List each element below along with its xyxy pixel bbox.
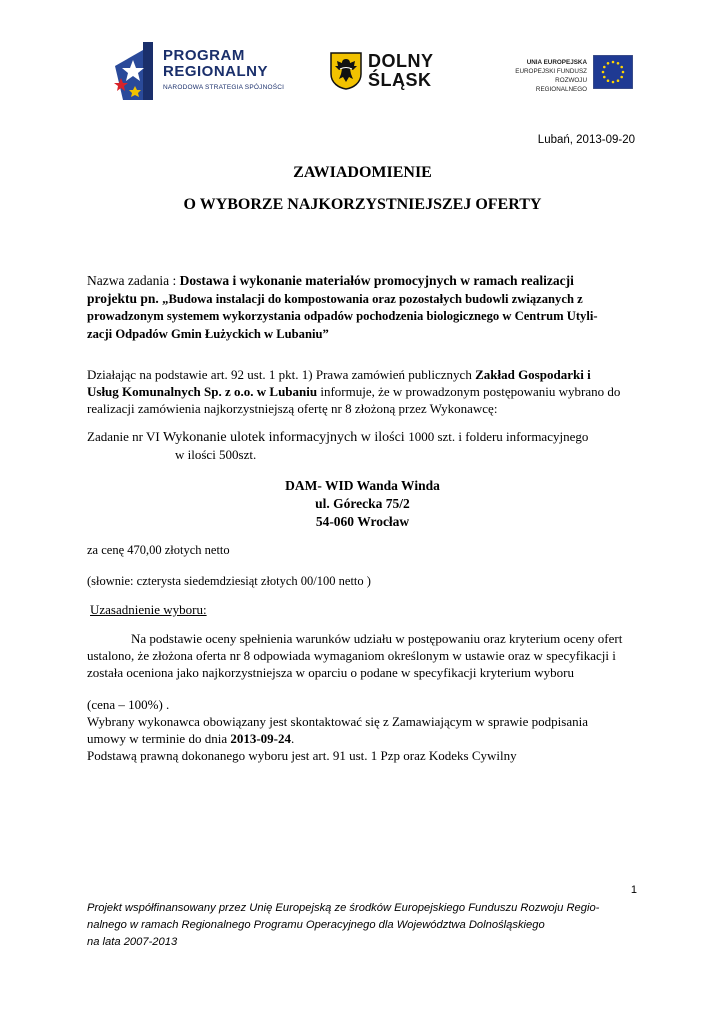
- justification-line3: została oceniona jako najkorzystniejsza w oparciu o podane w specyfikacji kryterium wyboru: [87, 665, 574, 680]
- program-logo-line1: PROGRAM: [163, 47, 245, 64]
- intro-line2a: Usług Komunalnych Sp. z o.o. w Lubaniu: [87, 384, 318, 399]
- contact-deadline: 2013-09-24: [230, 731, 292, 746]
- justification-heading: Uzasadnienie wyboru:: [90, 602, 207, 617]
- intro-paragraph: [87, 366, 637, 417]
- zadanie-desc-b: 1000 szt. i folderu informacyjnego: [408, 429, 589, 444]
- task-name-2a: projektu pn.: [87, 290, 163, 306]
- zadanie-line2: w ilości 500szt.: [175, 447, 257, 462]
- price-words: (słownie: czterysta siedemdziesiąt złotych 00/100 netto ): [87, 574, 371, 588]
- program-logo-line2: REGIONALNY: [163, 63, 269, 80]
- footer-line3: na lata 2007-2013: [87, 936, 178, 948]
- price: za cenę 470,00 złotych netto: [87, 543, 230, 557]
- eu-flag-icon: [593, 55, 633, 89]
- document-title: ZAWIADOMIENIE: [293, 164, 432, 181]
- program-logo-line3: NARODOWA STRATEGIA SPÓJNOŚCI: [163, 84, 285, 91]
- page-number: 1: [630, 884, 637, 896]
- contact-line2c: .: [291, 731, 295, 746]
- task-name-block: [87, 272, 637, 343]
- contact-line1: Wybrany wykonawca obowiązany jest skontaktować się z Zamawiającym w sprawie podpisania: [87, 714, 588, 729]
- dolny-slask-line1: DOLNY: [368, 51, 434, 71]
- contact-line2a: umowy w terminie do dnia: [87, 731, 231, 746]
- footer-text: [87, 900, 647, 951]
- eu-logo-line3: ROZWOJU REGIONALNEGO: [535, 77, 587, 93]
- intro-line1b: Zakład Gospodarki i: [475, 367, 591, 382]
- eagle-shield-icon: [330, 52, 362, 90]
- task-name-4: zacji Odpadów Gmin Łużyckich w Lubaniu”: [87, 326, 329, 341]
- eu-logo: [503, 55, 633, 91]
- footer-line2: nalnego w ramach Regionalnego Programu Operacyjnego dla Województwa Dolnośląskiego: [87, 919, 545, 931]
- task-name-1: Dostawa i wykonanie materiałów promocyjnych w ramach realizacji: [179, 273, 574, 288]
- zadanie-desc-a: Wykonanie ulotek informacyjnych w ilości: [162, 430, 409, 445]
- justification-heading-wrap: [90, 601, 640, 618]
- justification-line2: ustalono, że złożona oferta nr 8 odpowiada wymaganiom określonym w ustawie oraz w specyfikacji i: [87, 648, 616, 663]
- legal-basis: Podstawą prawną dokonanego wyboru jest art. 91 ust. 1 Pzp oraz Kodeks Cywilny: [87, 748, 517, 763]
- justification-line1: Na podstawie oceny spełnienia warunków udziału w postępowaniu oraz kryterium oceny ofert: [131, 631, 623, 646]
- contractor-block: [0, 477, 725, 531]
- intro-line1a: Działając na podstawie art. 92 ust. 1 pkt. 1) Prawa zamówień publicznych: [87, 367, 476, 382]
- task-label: Nazwa zadania :: [87, 273, 180, 288]
- task-name-2b: „Budowa instalacji do kompostowania oraz pozostałych budowli związanych z: [162, 291, 583, 306]
- eu-logo-line1: UNIA EUROPEJSKA: [526, 59, 587, 66]
- contractor-name: DAM- WID Wanda Winda: [285, 478, 440, 493]
- intro-line3: realizacji zamówienia najkorzystniejszą ofertę nr 8 złożoną przez Wykonawcę:: [87, 401, 498, 416]
- document-subtitle: O WYBORZE NAJKORZYSTNIEJSZEJ OFERTY: [183, 196, 542, 213]
- place-date: Lubań, 2013-09-20: [537, 134, 635, 146]
- dolny-slask-line2: ŚLĄSK: [368, 70, 432, 90]
- contractor-city: 54-060 Wrocław: [315, 514, 410, 529]
- eu-logo-line2: EUROPEJSKI FUNDUSZ: [515, 68, 587, 75]
- contractor-street: ul. Górecka 75/2: [315, 496, 410, 511]
- task-name-3: prowadzonym systemem wykorzystania odpadów pochodzenia biologicznego w Centrum Utyli-: [87, 309, 598, 323]
- program-regionalny-emblem-icon: [113, 42, 159, 102]
- zadanie-label: Zadanie nr VI: [87, 429, 163, 444]
- program-regionalny-logo: [113, 42, 298, 102]
- dolny-slask-logo: [330, 52, 445, 94]
- footer-line1: Projekt współfinansowany przez Unię Europejską ze środków Europejskiego Funduszu Rozwoju Regio-: [87, 902, 600, 914]
- intro-line2b: informuje, że w prowadzonym postępowaniu wybrano do: [317, 384, 621, 399]
- justification-paragraph: [87, 630, 637, 681]
- criteria: (cena – 100%) .: [87, 697, 170, 712]
- zadanie-block: [87, 428, 637, 463]
- closing-block: [87, 696, 637, 764]
